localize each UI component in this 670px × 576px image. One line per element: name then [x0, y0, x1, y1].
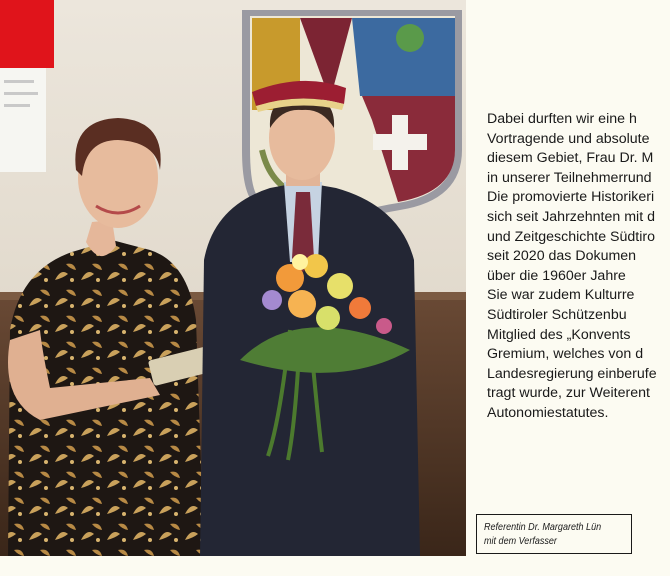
text-line: und Zeitgeschichte Südtiro: [487, 228, 655, 245]
text-line: tragt wurde, zur Weiterent: [487, 385, 650, 402]
text-line: diesem Gebiet, Frau Dr. M: [487, 150, 654, 167]
text-line: seit 2020 das Dokumen: [487, 248, 637, 265]
text-line: Gremium, welches von d: [487, 346, 644, 363]
text-line: Sie war zudem Kulturre: [487, 287, 635, 304]
text-line: in unserer Teilnehmerrund: [487, 169, 652, 186]
section-color-tab: [0, 0, 54, 68]
text-line: über die 1960er Jahre: [487, 267, 626, 284]
text-line: Autonomiestatutes.: [487, 404, 609, 421]
article-body: [487, 110, 670, 424]
text-line: sich seit Jahrzehnten mit d: [487, 208, 655, 225]
photo-caption: [476, 514, 632, 554]
text-line: Dabei durften wir eine h: [487, 111, 637, 127]
text-line: Die promovierte Historikeri: [487, 189, 655, 206]
caption-line: mit dem Verfasser: [484, 535, 557, 547]
text-line: Landesregierung einberufe: [487, 365, 657, 382]
text-line: Mitglied des „Konvents: [487, 326, 631, 343]
text-line: Südtiroler Schützenbu: [487, 306, 627, 323]
text-line: Vortragende und absolute: [487, 130, 650, 147]
caption-line: Referentin Dr. Margareth Lün: [484, 521, 602, 533]
